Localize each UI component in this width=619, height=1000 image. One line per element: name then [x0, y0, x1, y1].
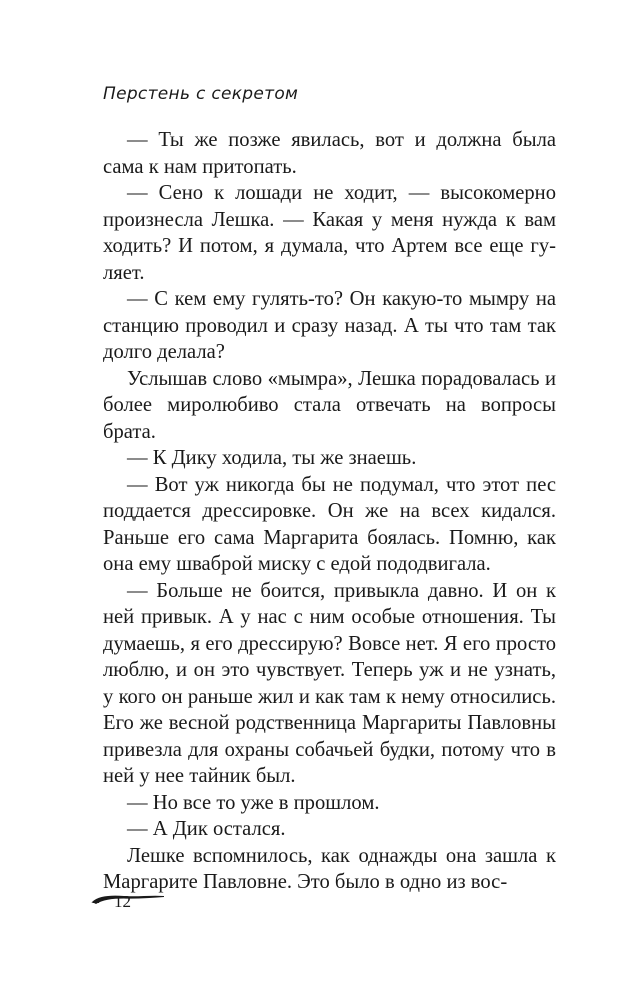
paragraph: — Но все то уже в прошлом.: [127, 791, 380, 814]
paragraph: — Вот уж никогда бы не подумал, что этот пес поддается дрессировке. Он же на всех кидался. Раньше его сама Маргарита боялась. Помню, как она ему шваброй миску с едой пододвигала.: [103, 473, 556, 575]
paragraph: — А Дик остался.: [127, 818, 286, 840]
paragraph: — С кем ему гулять-то? Он какую-то мымру на станцию проводил и сразу назад. А ты что там так долго делала?: [103, 288, 556, 363]
page-footer: [90, 890, 170, 912]
paragraph: — Сено к лошади не ходит, — высокомерно произнесла Лешка. — Какая у меня нужда к вам ходить? И потом, я думала, что Артем все еще гуляет.: [103, 182, 556, 284]
page-number: 12: [114, 892, 131, 911]
body-text: [103, 127, 556, 896]
running-header: Перстень с секретом: [103, 84, 299, 104]
paragraph: Услышав слово «мымра», Лешка порадовалась и более миролюбиво стала отвечать на вопросы брата.: [103, 367, 556, 443]
paragraph: — Ты же позже явилась, вот и должна была сама к нам притопать.: [103, 129, 556, 178]
paragraph: Лешке вспомнилось, как однажды она зашла к Маргарите Павловне. Это было в одно из вос-: [103, 844, 556, 893]
paragraph: — К Дику ходила, ты же знаешь.: [127, 447, 417, 469]
paragraph: — Больше не боится, привыкла давно. И он к ней привык. А у нас с ним особые отношения. Ты думаешь, я его дрессирую? Вовсе нет. Я его просто люблю, и он это чувствует. Теперь уж и не узнать, у кого он раньше жил и как там к нему относились. Его же весной родственница Маргариты Павловны привезла для охраны собачьей будки, потому что в ней у нее тайник был.: [103, 579, 556, 787]
